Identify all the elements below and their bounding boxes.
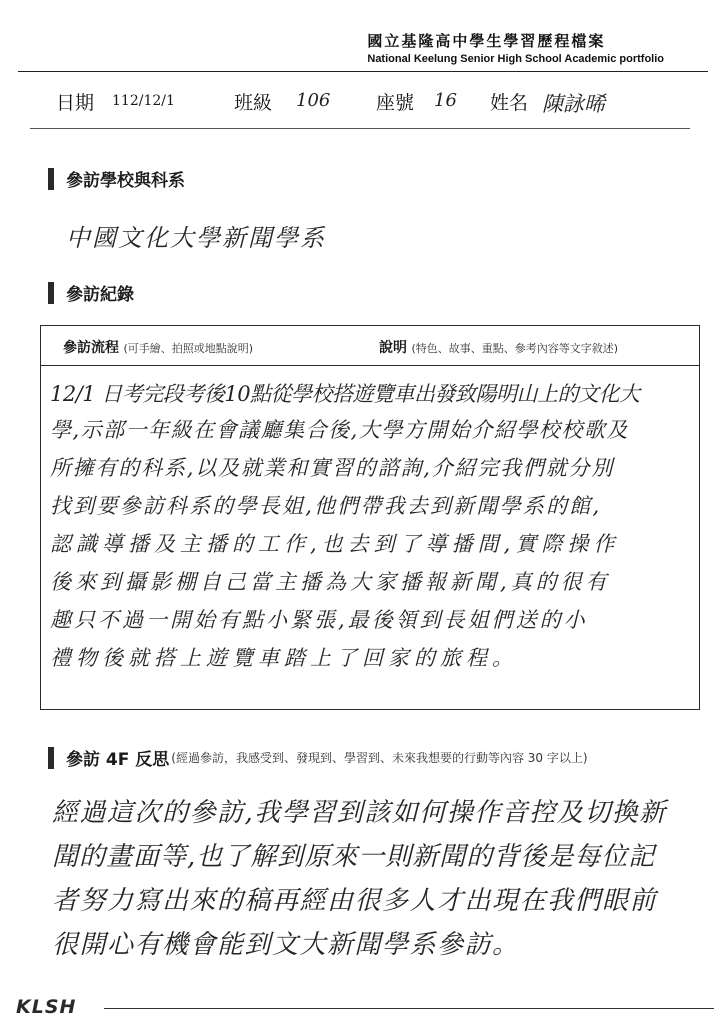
section-bar-marker (48, 747, 54, 769)
record-line: 禮物後就搭上遊覽車踏上了回家的旅程。 (50, 646, 518, 670)
school-section-heading: 參訪學校與科系 (66, 171, 185, 191)
reflection-line: 很開心有機會能到文大新聞學系參訪。 (52, 930, 520, 960)
record-section-title (48, 280, 134, 305)
record-line: 找到要參訪科系的學長姐,他們帶我去到新聞學系的館, (50, 494, 602, 518)
explain-label: 說明 (379, 340, 407, 356)
section-bar-marker (48, 168, 54, 190)
info-divider (30, 128, 690, 129)
date-value: 112/12/1 (112, 93, 175, 109)
section-bar-marker (48, 282, 54, 304)
record-box-header (41, 326, 699, 366)
seat-label: 座號 (376, 92, 415, 114)
header-divider (18, 71, 708, 72)
student-info-row (56, 88, 686, 124)
class-label: 班級 (234, 92, 273, 114)
header-title-zh: 國立基隆高中學生學習歷程檔案 (367, 32, 606, 50)
name-label: 姓名 (490, 92, 529, 114)
record-line: 學,示部一年級在會議廳集合後,大學方開始介紹學校校歌及 (50, 418, 629, 442)
reflection-line: 者努力寫出來的稿再經由很多人才出現在我們眼前 (52, 886, 658, 916)
school-section-title (48, 166, 185, 191)
klsh-logo: KLSH (16, 996, 77, 1018)
record-line: 認識導播及主播的工作,也去到了導播間,實際操作 (50, 532, 620, 556)
record-line: 趣只不過一開始有點小緊張,最後領到長姐們送的小 (50, 608, 588, 632)
reflection-section-heading: 參訪 4F 反思 (66, 750, 170, 770)
header-title-en: National Keelung Senior High School Academic portfolio (367, 53, 664, 65)
process-label: 參訪流程 (63, 340, 119, 356)
record-section-heading: 參訪紀錄 (66, 285, 134, 305)
class-value: 106 (296, 90, 331, 111)
seat-value: 16 (434, 90, 457, 111)
reflection-section-title (48, 745, 588, 770)
process-column-head (63, 337, 253, 357)
record-line: 後來到攝影棚自己當主播為大家播報新聞,真的很有 (50, 570, 611, 594)
date-label: 日期 (56, 92, 95, 114)
explain-hint: (特色、故事、重點、參考內容等文字敘述) (411, 342, 619, 355)
document-header (367, 30, 664, 65)
reflection-line: 經過這次的參訪,我學習到該如何操作音控及切換新 (52, 798, 667, 828)
name-value: 陳詠晞 (542, 92, 605, 116)
footer-divider (104, 1008, 714, 1009)
record-line: 所擁有的科系,以及就業和實習的諮詢,介紹完我們就分別 (50, 456, 615, 480)
school-dept-text: 中國文化大學新聞學系 (66, 224, 326, 252)
process-hint: (可手繪、拍照或地點說明) (123, 342, 254, 355)
reflection-line: 聞的畫面等,也了解到原來一則新聞的背後是每位記 (52, 842, 656, 872)
explain-column-head (379, 337, 618, 357)
reflection-hint: (經過參訪，我感受到、發現到、學習到、未來我想要的行動等內容 30 字以上) (171, 751, 588, 765)
record-line: 12/1 日考完段考後10點從學校搭遊覽車出發致陽明山上的文化大 (50, 382, 640, 406)
